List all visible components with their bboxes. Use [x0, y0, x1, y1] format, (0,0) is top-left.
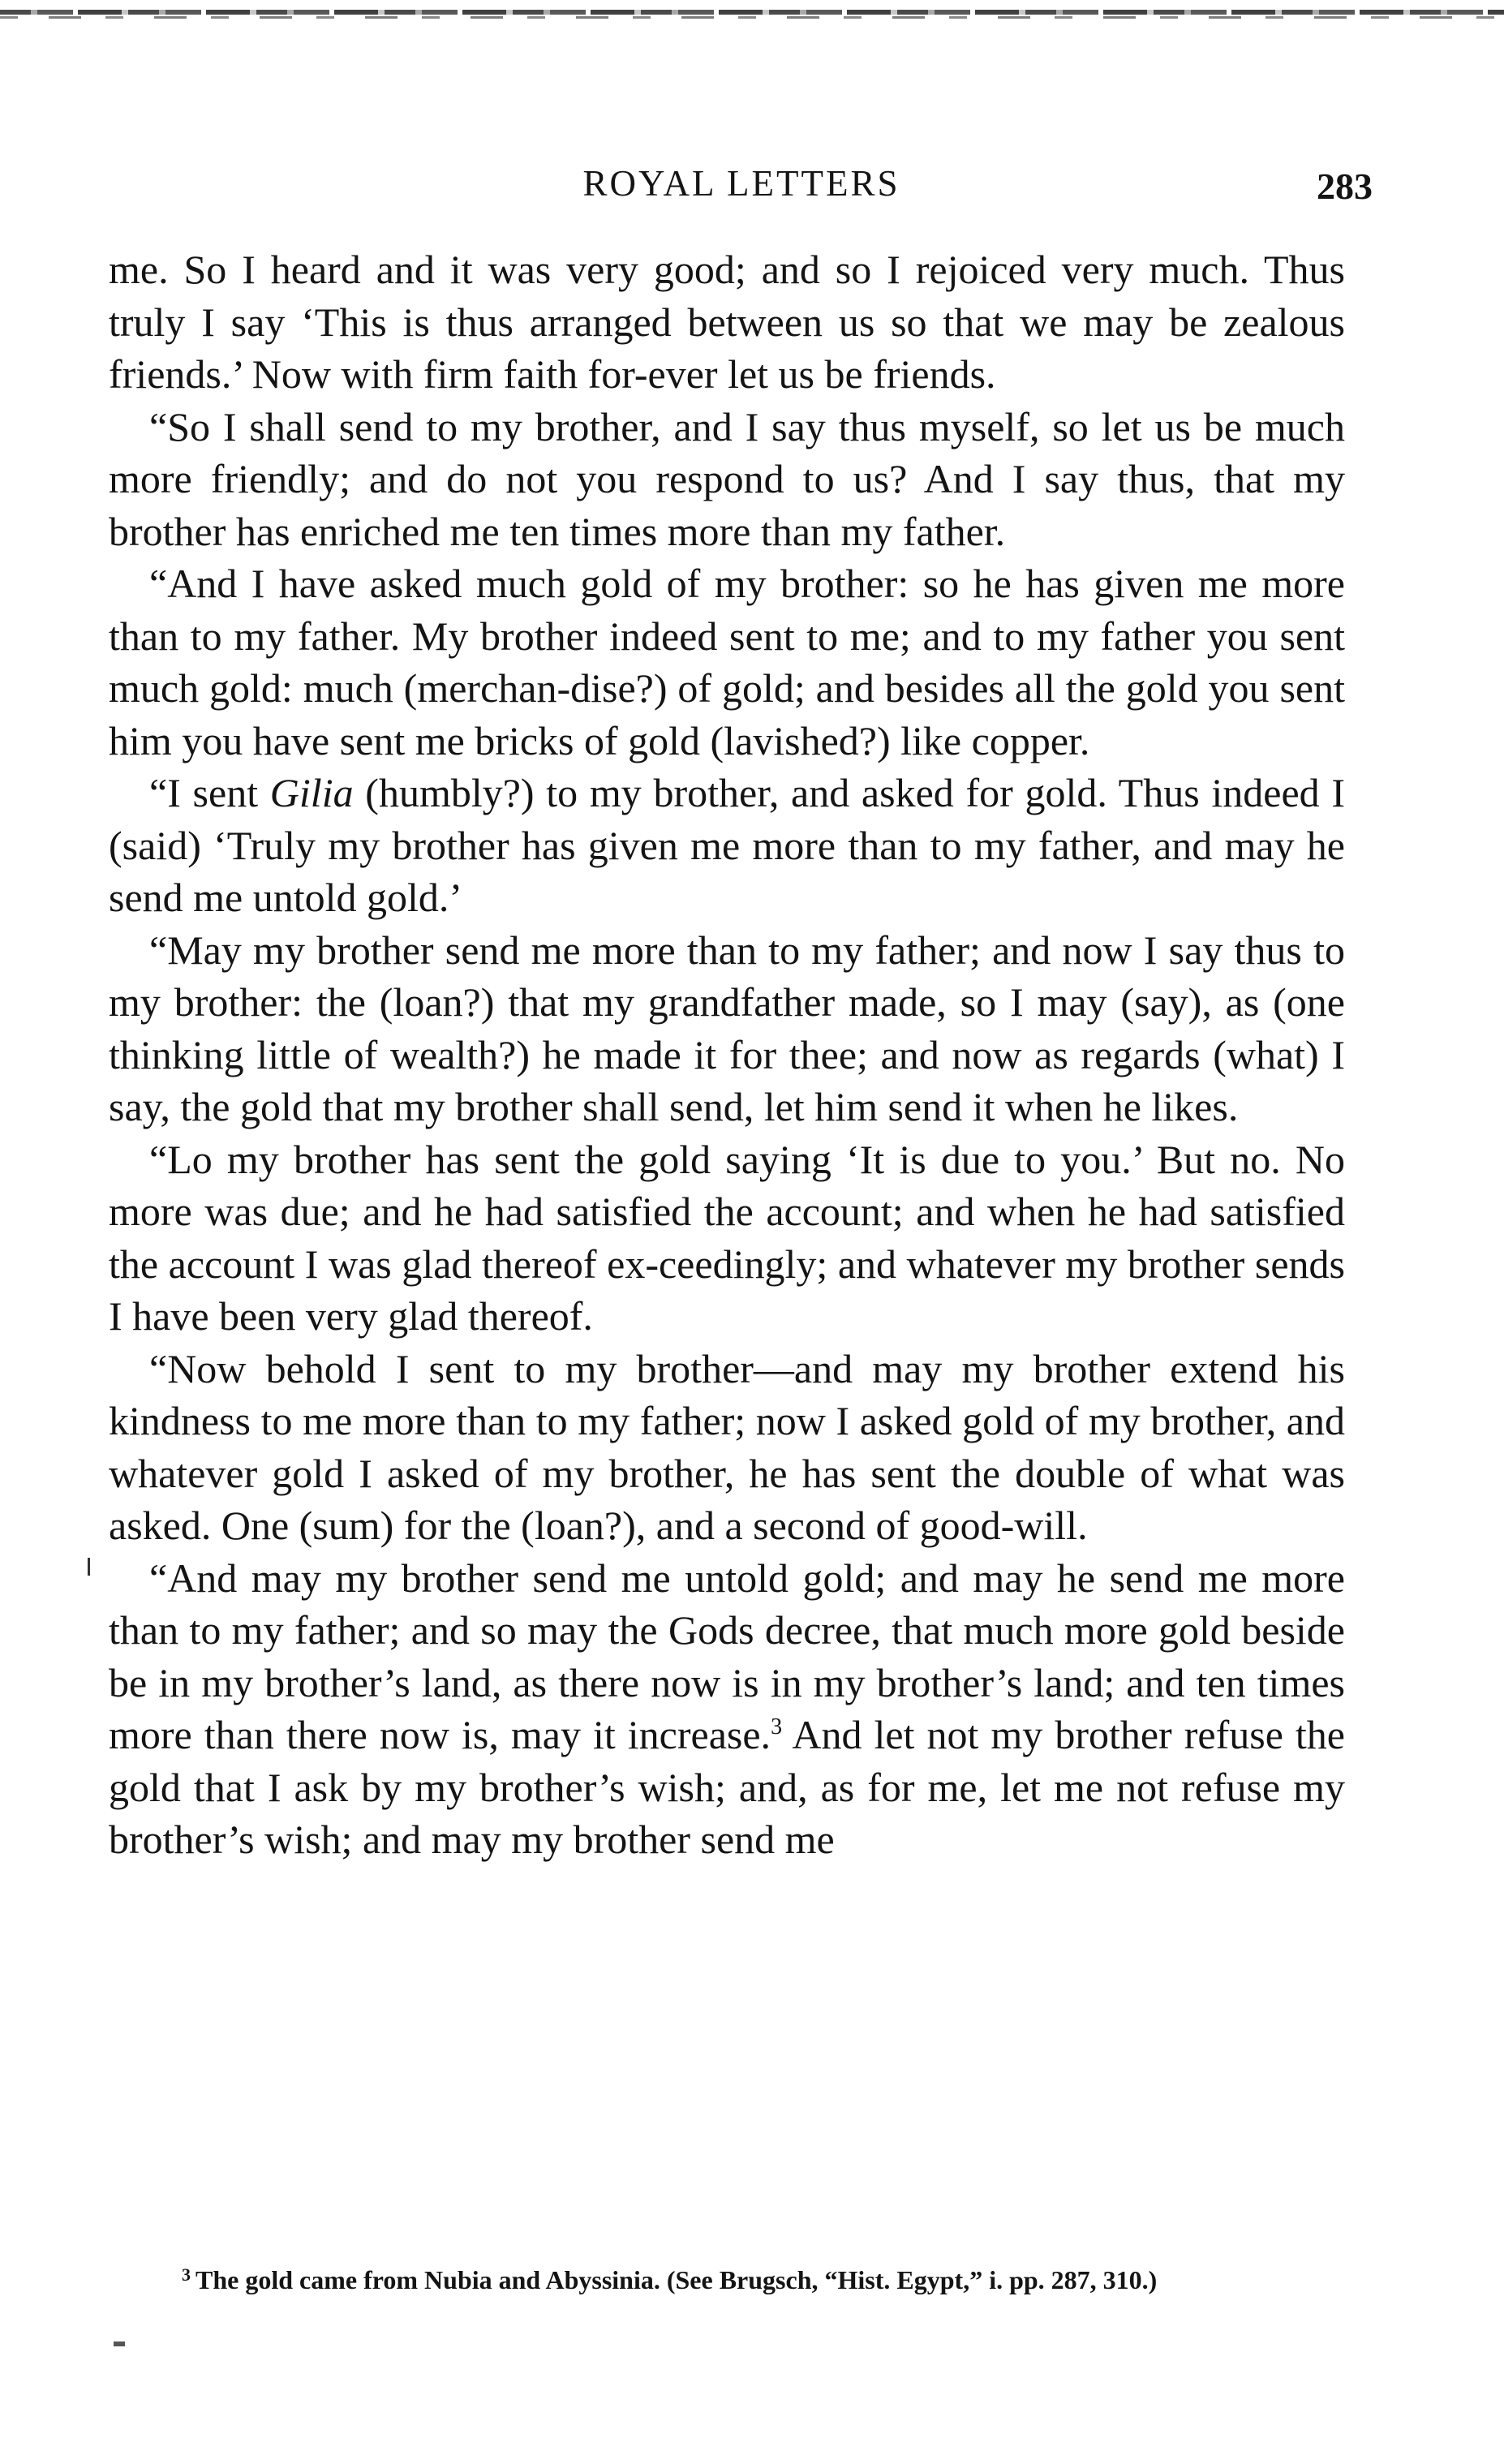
scan-streak: [0, 10, 1504, 15]
footer-mark: [114, 2341, 125, 2346]
footnote-text: The gold came from Nubia and Abyssinia. (See Brugsch, “Hist. Egypt,” i. pp. 287, 310.): [196, 2265, 1158, 2294]
page-number: 283: [1317, 166, 1373, 207]
paragraph-7: “Now behold I sent to my brother—and may my brother extend his kindness to me more than to my father; now I asked gold of my brother, and whatever gold I asked of my brother, he has sent the double of what was asked. One (sum) for the (loan?), and a second of good-will.: [109, 1345, 1345, 1548]
margin-mark: [88, 1558, 90, 1576]
italic-name: Gilia: [269, 770, 354, 815]
paragraph-2: “So I shall send to my brother, and I say thus myself, so let us be much more friendly; and do not you respond to us? And I say thus, that my brother has enriched me ten times more than my father.: [109, 403, 1345, 554]
paragraph-4-text: “I sent Gilia (humbly?) to my brother, and asked for gold. Thus indeed I (said) ‘Truly my brother has given me more than to my father, and may he send me untold gold.’: [109, 770, 1345, 920]
paragraph-1: me. So I heard and it was very good; and so I rejoiced very much. Thus truly I say ‘This is thus arranged between us so that we may be zealous friends.’ Now with firm faith for-ever let us be friends.: [109, 247, 1345, 397]
footnote-reference: 3: [771, 1714, 783, 1739]
footnote: 3 The gold came from Nubia and Abyssinia. (See Brugsch, “Hist. Egypt,” i. pp. 287, 310.): [182, 2264, 1158, 2294]
paragraph-8: [109, 1552, 1345, 1866]
scan-edge-artifact: [0, 0, 1504, 24]
paragraph-8-text: “And may my brother send me untold gold; and may he send me more than to my father; and so may the Gods decree, that much more gold beside be in my brother’s land, as there now is in my brother’s land; and ten times more than there now is, may it increase.: [109, 1555, 1345, 1757]
paragraph-3: “And I have asked much gold of my brother: so he has given me more than to my father. My brother indeed sent to me; and to my father you sent much gold: much (merchan-dise?) of gold; and besides all the gold you sent him you have sent me bricks of gold (lavished?) like copper.: [109, 561, 1345, 763]
paragraph-8-continuation: And let not my brother refuse the gold that I ask by my brother’s wish; and, as for me, let me not refuse my brother’s wish; and may my brother send me: [109, 1712, 1345, 1862]
paragraph-6: “Lo my brother has sent the gold saying ‘It is due to you.’ But no. No more was due; and he had satisfied the account; and when he had satisfied the account I was glad thereof ex-ceedingly; and whatever my brother sends I have been very glad thereof.: [109, 1136, 1345, 1339]
paragraph-5: “May my brother send me more than to my father; and now I say thus to my brother: the (loan?) that my grandfather made, so I may (say), as (one thinking little of wealth?) he made it for thee; and now as regards (what) I say, the gold that my brother shall send, let him send it when he likes.: [109, 927, 1345, 1129]
paragraph-4: [109, 767, 1345, 924]
running-head: ROYAL LETTERS: [582, 163, 900, 204]
page-header: [110, 161, 1373, 206]
body-text: [109, 243, 1345, 1866]
scan-streak-secondary: [0, 16, 1504, 19]
